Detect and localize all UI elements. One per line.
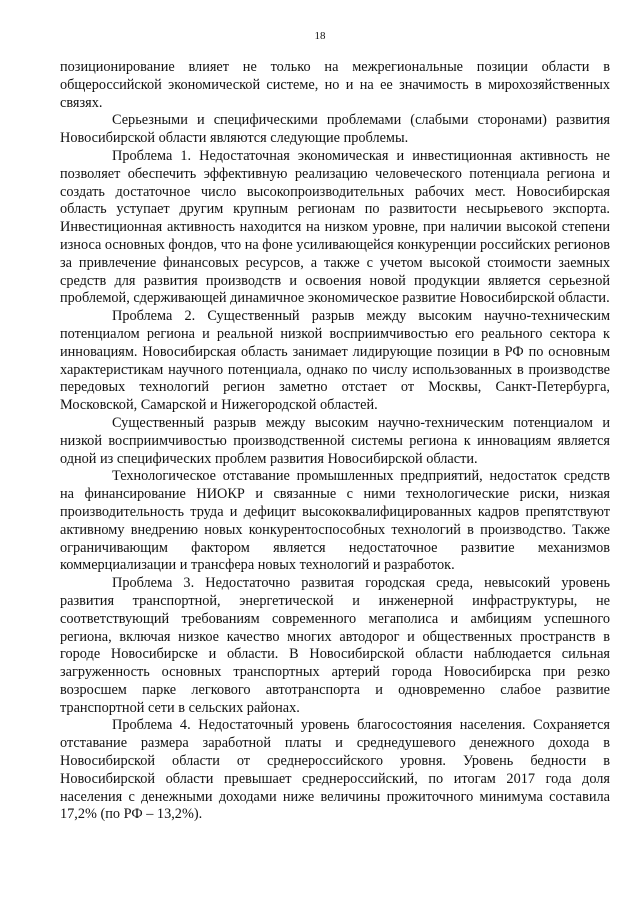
paragraph-innovation-gap: Существенный разрыв между высоким научно-техническим потенциалом и низкой восприимчивостью производственной системы региона к инновациям является одной из специфических проблем развития Новосибирской области. — [60, 414, 610, 467]
paragraph-problem-1: Проблема 1. Недостаточная экономическая и инвестиционная активность не позволяет обеспечить эффективную реализацию человеческого потенциала региона и создать достаточное число высокопроизводительных рабочих мест. Новосибирская область уступает другим крупным регионам по развитости несырьевого экспорта. Инвестиционная активность находится на низком уровне, при наличии высокой степени износа основных фондов, что на фоне усиливающейся конкуренции российских регионов за привлечение финансовых ресурсов, а также с учетом высокой стоимости заемных средств для развития производств и освоения новой продукции является серьезной проблемой, сдерживающей динамичное экономическое развитие Новосибирской области. — [60, 147, 610, 307]
paragraph-problem-2: Проблема 2. Существенный разрыв между высоким научно-техническим потенциалом региона и реальной низкой восприимчивостью его реального сектора к инновациям. Новосибирская область занимает лидирующие позиции в РФ по основным характеристикам научного потенциала, однако по числу использованных в производстве передовых технологий регион заметно отстает от Москвы, Санкт-Петербурга, Московской, Самарской и Нижегородской областей. — [60, 308, 610, 414]
paragraph-problem-4: Проблема 4. Недостаточный уровень благосостояния населения. Сохраняется отставание размера заработной платы и среднедушевого денежного дохода в Новосибирской области от среднероссийского уровня. Уровень бедности в Новосибирской области превышает среднероссийский, по итогам 2017 года доля населения с денежными доходами ниже величины прожиточного минимума составила 17,2% (по РФ – 13,2%). — [60, 717, 610, 823]
body-text — [60, 59, 610, 824]
page-number: 18 — [314, 30, 326, 42]
paragraph-problems-intro: Серьезными и специфическими проблемами (слабыми сторонами) развития Новосибирской области являются следующие проблемы. — [60, 112, 610, 147]
paragraph-positioning: позиционирование влияет не только на межрегиональные позиции области в общероссийской экономической системе, но и на ее значимость в мирохозяйственных связях. — [60, 59, 610, 111]
paragraph-problem-3: Проблема 3. Недостаточно развитая городская среда, невысокий уровень развития транспортной, энергетической и инженерной инфраструктуры, не соответствующий требованиям современного мегаполиса и амбициям успешного региона, включая низкое качество многих автодорог и общественных пространств в городе Новосибирске и области. В Новосибирской области наблюдается сильная загруженность основных транспортных артерий города Новосибирска при резко возросшем парке легкового автотранспорта и одновременно слабое развитие транспортной сети в сельских районах. — [60, 575, 610, 716]
paragraph-technological-lag: Технологическое отставание промышленных предприятий, недостаток средств на финансирование НИОКР и связанные с ними технологические риски, низкая производительность труда и дефицит высококвалифицированных кадров препятствуют активному внедрению новых конкурентоспособных технологий в производство. Также ограничивающим фактором является недостаточное развитие механизмов коммерциализации и трансфера новых технологий и разработок. — [60, 468, 610, 574]
